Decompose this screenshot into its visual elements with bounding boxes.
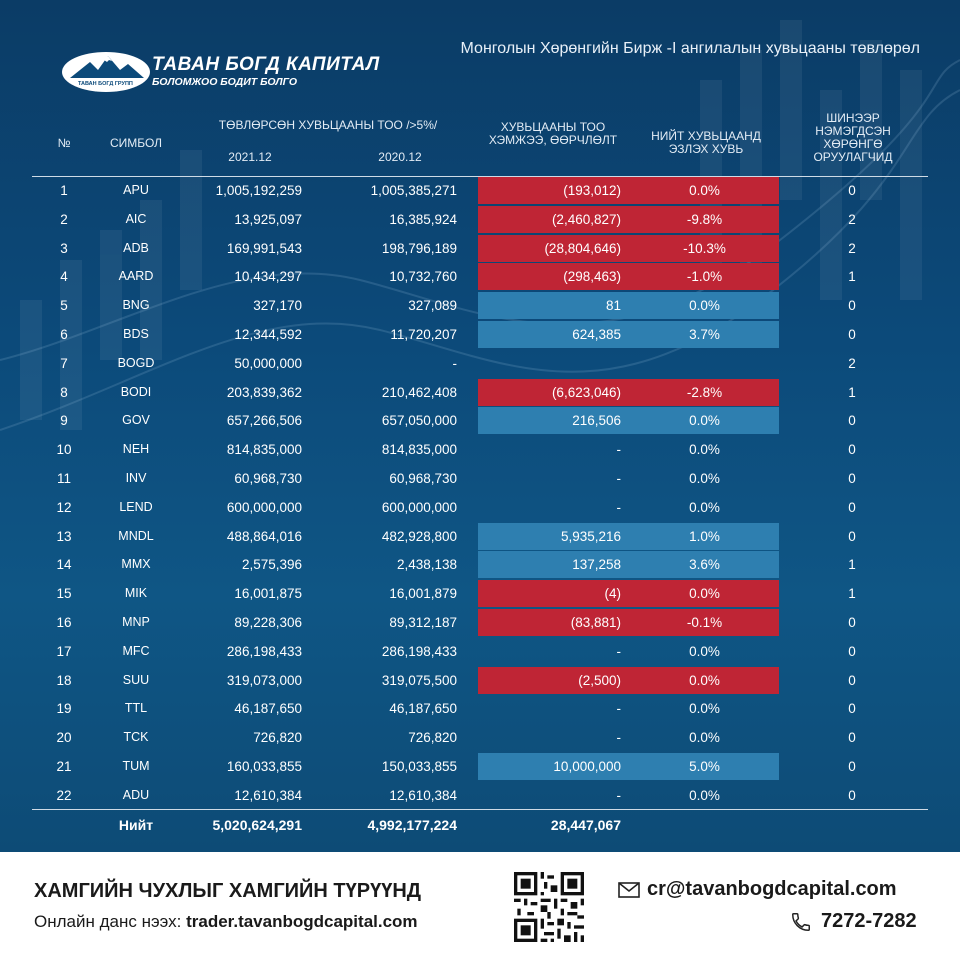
row-number: 12: [56, 499, 72, 515]
row-share-percent: 0.0%: [689, 183, 720, 198]
row-new-investors: 0: [848, 183, 856, 198]
row-symbol: TUM: [122, 759, 150, 773]
table-row: [0, 205, 960, 234]
brand-logo: [60, 48, 380, 96]
row-shares-2020: 46,187,650: [389, 701, 457, 717]
row-shares-2020: 726,820: [408, 730, 457, 746]
row-symbol: BOGD: [117, 355, 155, 370]
table-row: [0, 781, 960, 810]
row-change: 81: [605, 298, 621, 314]
table-row: [0, 262, 960, 291]
row-symbol: TTL: [124, 701, 148, 716]
row-shares-2021: 203,839,362: [226, 384, 302, 400]
table-row: [0, 406, 960, 435]
row-shares-2021: 600,000,000: [226, 499, 302, 515]
row-change: (2,460,827): [551, 211, 621, 227]
row-share-percent: 0.0%: [689, 471, 720, 486]
row-shares-2021: 50,000,000: [234, 355, 302, 371]
row-shares-2021: 169,991,543: [226, 240, 302, 256]
online-url-link[interactable]: trader.tavanbogdcapital.com: [186, 912, 418, 931]
row-shares-2020: 319,075,500: [381, 672, 457, 688]
row-number: 17: [56, 643, 72, 659]
row-shares-2020: 1,005,385,271: [370, 183, 457, 198]
mountain-logo-icon: [60, 48, 152, 96]
header-symbol: СИМБОЛ: [109, 136, 163, 150]
row-symbol: TCK: [123, 730, 149, 745]
row-symbol: ADB: [123, 240, 149, 255]
row-change: 10,000,000: [553, 759, 621, 774]
row-change: -: [616, 701, 621, 717]
row-share-percent: -9.8%: [686, 211, 723, 227]
row-shares-2020: 2,438,138: [396, 557, 457, 573]
row-number: 9: [60, 413, 68, 429]
row-symbol: MNDL: [118, 528, 154, 543]
row-number: 20: [56, 730, 72, 746]
table-row: [0, 493, 960, 522]
row-new-investors: 0: [848, 787, 856, 803]
row-change: (4): [604, 586, 621, 602]
header-change: ХУВЬЦААНЫ ТОО ХЭМЖЭЭ, ӨӨРЧЛӨЛТ: [488, 120, 618, 147]
row-symbol: BODI: [120, 384, 152, 399]
brand-tagline: БОЛОМЖОО БОДИТ БОЛГО: [152, 76, 298, 88]
row-share-percent: 3.7%: [689, 327, 720, 342]
row-new-investors: 0: [848, 759, 856, 774]
row-change: -: [616, 442, 621, 458]
row-share-percent: 0.0%: [689, 787, 720, 803]
row-shares-2021: 160,033,855: [226, 759, 302, 774]
table-row: [0, 320, 960, 349]
table-row: [0, 723, 960, 752]
row-new-investors: 0: [848, 327, 856, 342]
row-number: 5: [60, 298, 68, 314]
row-share-percent: 0.0%: [689, 586, 720, 602]
row-share-percent: -0.1%: [686, 615, 723, 630]
row-share-percent: 1.0%: [689, 528, 720, 544]
row-number: 2: [60, 211, 68, 227]
row-new-investors: 1: [848, 557, 856, 573]
table-row: [0, 176, 960, 205]
total-2020: 4,992,177,224: [367, 817, 457, 833]
row-shares-2020: 11,720,207: [390, 327, 457, 342]
row-new-investors: 2: [848, 211, 856, 227]
row-new-investors: 0: [848, 471, 856, 486]
row-new-investors: 2: [848, 355, 856, 371]
row-share-percent: 0.0%: [689, 672, 720, 688]
row-new-investors: 0: [848, 643, 856, 659]
row-shares-2021: 13,925,097: [234, 211, 302, 227]
row-shares-2021: 16,001,875: [234, 586, 302, 602]
row-symbol: INV: [125, 471, 147, 485]
row-change: 137,258: [572, 557, 621, 573]
phone-icon: [790, 911, 812, 933]
row-number: 14: [56, 557, 72, 573]
row-share-percent: [630, 349, 779, 378]
row-number: 21: [56, 759, 72, 774]
row-shares-2020: 286,198,433: [381, 643, 457, 659]
row-shares-2021: 89,228,306: [234, 615, 302, 630]
header-concentrated: ТӨВЛӨРСӨН ХУВЬЦААНЫ ТОО />5%/: [218, 118, 438, 132]
row-shares-2020: 198,796,189: [381, 240, 457, 256]
table-row: [0, 637, 960, 666]
table-row: [0, 464, 960, 493]
row-number: 18: [56, 672, 72, 688]
row-shares-2020: 657,050,000: [381, 413, 457, 429]
row-shares-2021: 488,864,016: [226, 528, 302, 544]
row-share-percent: 0.0%: [689, 499, 720, 515]
row-shares-2020: 600,000,000: [381, 499, 457, 515]
row-symbol: LEND: [119, 499, 153, 514]
row-number: 4: [60, 269, 68, 285]
row-shares-2020: 10,732,760: [389, 269, 457, 285]
row-change: (2,500): [578, 672, 621, 688]
row-shares-2020: 16,385,924: [389, 211, 457, 227]
row-change: (6,623,046): [551, 384, 621, 400]
row-symbol: ADU: [122, 787, 150, 802]
row-shares-2021: 60,968,730: [234, 471, 302, 486]
online-label: Онлайн данс нээх:: [34, 912, 182, 931]
row-change: (28,804,646): [544, 240, 621, 256]
row-change: (298,463): [563, 269, 621, 285]
row-shares-2021: 12,610,384: [234, 787, 302, 803]
row-share-percent: -2.8%: [686, 384, 723, 400]
row-shares-2021: 286,198,433: [226, 643, 302, 659]
row-new-investors: 1: [848, 269, 856, 285]
row-share-percent: 0.0%: [689, 643, 720, 659]
row-change: (193,012): [563, 183, 621, 198]
row-number: 13: [56, 528, 72, 544]
header-year-2021: 2021.12: [228, 150, 272, 164]
row-share-percent: 0.0%: [689, 442, 720, 458]
row-symbol: MNP: [122, 615, 150, 629]
table-row: [0, 349, 960, 378]
row-new-investors: 2: [848, 240, 856, 256]
qr-code-icon[interactable]: [514, 872, 584, 942]
phone-number-link[interactable]: 7272-7282: [821, 910, 917, 932]
row-symbol: GOV: [122, 413, 150, 428]
row-shares-2021: 657,266,506: [226, 413, 302, 429]
row-shares-2020: 482,928,800: [381, 528, 457, 544]
row-shares-2020: 89,312,187: [389, 615, 457, 630]
row-symbol: AARD: [118, 269, 154, 284]
table-row: [0, 435, 960, 464]
header-new-investors: ШИНЭЭР НЭМЭГДСЭН ХӨРӨНГӨ ОРУУЛАГЧИД: [813, 111, 893, 164]
row-share-percent: 3.6%: [689, 557, 720, 573]
row-shares-2020: 150,033,855: [381, 759, 457, 774]
row-number: 16: [56, 615, 72, 630]
table-row: [0, 550, 960, 579]
table-row: [0, 234, 960, 263]
row-number: 11: [56, 471, 71, 486]
row-new-investors: 0: [848, 499, 856, 515]
row-number: 10: [56, 442, 72, 458]
row-shares-2020: 12,610,384: [389, 787, 457, 803]
envelope-icon: [618, 882, 640, 898]
row-shares-2020: 16,001,879: [389, 586, 457, 602]
row-symbol: BDS: [123, 327, 149, 341]
row-number: 19: [56, 701, 72, 717]
row-share-percent: 0.0%: [689, 298, 720, 314]
row-shares-2021: 2,575,396: [241, 557, 302, 573]
row-shares-2020: -: [452, 355, 457, 371]
email-link[interactable]: cr@tavanbogdcapital.com: [647, 878, 897, 900]
row-symbol: MIK: [124, 586, 148, 601]
row-change: -: [616, 643, 621, 659]
row-change: -: [616, 499, 621, 515]
row-shares-2021: 12,344,592: [234, 327, 302, 342]
header-year-2020: 2020.12: [378, 150, 422, 164]
header-share: НИЙТ ХУВЬЦААНД ЭЗЛЭХ ХУВЬ: [651, 129, 761, 156]
row-change: 5,935,216: [560, 528, 621, 544]
row-change: [478, 349, 621, 378]
row-new-investors: 0: [848, 672, 856, 688]
row-shares-2020: 210,462,408: [381, 384, 457, 400]
row-shares-2021: 814,835,000: [226, 442, 302, 458]
row-new-investors: 0: [848, 528, 856, 544]
row-share-percent: 0.0%: [689, 730, 720, 746]
row-change: -: [616, 471, 621, 486]
row-new-investors: 0: [848, 442, 856, 458]
row-number: 1: [60, 183, 68, 198]
row-change: 216,506: [572, 413, 621, 429]
row-number: 22: [56, 787, 72, 803]
row-shares-2021: 10,434,297: [234, 269, 302, 285]
row-share-percent: -10.3%: [683, 240, 726, 256]
row-change: 624,385: [572, 327, 621, 342]
row-symbol: APU: [123, 183, 149, 197]
row-shares-2021: 327,170: [253, 298, 302, 314]
table-row: [0, 752, 960, 781]
row-symbol: MMX: [121, 557, 151, 572]
row-shares-2020: 60,968,730: [389, 471, 457, 486]
table-row: [0, 608, 960, 637]
row-new-investors: 0: [848, 413, 856, 429]
table-row: [0, 291, 960, 320]
row-change: -: [616, 787, 621, 803]
row-shares-2021: 1,005,192,259: [215, 183, 302, 198]
row-change: -: [616, 730, 621, 746]
row-share-percent: 0.0%: [689, 413, 720, 429]
brand-name: ТАВАН БОГД КАПИТАЛ: [152, 54, 380, 75]
row-shares-2021: 319,073,000: [226, 672, 302, 688]
slogan: ХАМГИЙН ЧУХЛЫГ ХАМГИЙН ТҮРҮҮНД: [34, 880, 422, 902]
row-shares-2021: 46,187,650: [234, 701, 302, 717]
row-new-investors: 1: [848, 384, 856, 400]
row-share-percent: -1.0%: [686, 269, 723, 285]
row-symbol: BNG: [122, 298, 150, 313]
row-new-investors: 0: [848, 730, 856, 746]
total-change: 28,447,067: [550, 817, 621, 833]
row-new-investors: 0: [848, 298, 856, 314]
row-new-investors: 0: [848, 701, 856, 717]
row-symbol: SUU: [122, 672, 150, 687]
row-number: 3: [60, 240, 68, 256]
total-label: Нийт: [118, 817, 154, 833]
row-symbol: NEH: [122, 442, 150, 457]
brand-group: ТАВАН БОГД ГРУПП: [78, 81, 133, 87]
row-number: 7: [60, 355, 68, 371]
row-number: 15: [56, 586, 72, 602]
table-row: [0, 694, 960, 723]
row-symbol: AIC: [125, 211, 147, 226]
table-row: [0, 522, 960, 551]
page-title: Монголын Хөрөнгийн Бирж -I ангилалын хувьцааны төвлөрөл: [460, 40, 920, 57]
total-row: [0, 812, 960, 838]
row-share-percent: 0.0%: [689, 701, 720, 717]
row-shares-2020: 814,835,000: [381, 442, 457, 458]
table-row: [0, 666, 960, 695]
row-share-percent: 5.0%: [689, 759, 720, 774]
table-row: [0, 378, 960, 407]
row-symbol: MFC: [122, 643, 150, 658]
row-shares-2020: 327,089: [408, 298, 457, 314]
row-new-investors: 0: [848, 615, 856, 630]
row-new-investors: 1: [848, 586, 856, 602]
row-number: 6: [60, 327, 68, 342]
online-account: [34, 912, 418, 932]
total-2021: 5,020,624,291: [212, 817, 302, 833]
footer: [0, 852, 960, 960]
row-number: 8: [60, 384, 68, 400]
row-shares-2021: 726,820: [253, 730, 302, 746]
table-row: [0, 579, 960, 608]
header-num: №: [57, 136, 71, 150]
total-divider: [32, 809, 928, 810]
row-change: (83,881): [570, 615, 621, 630]
